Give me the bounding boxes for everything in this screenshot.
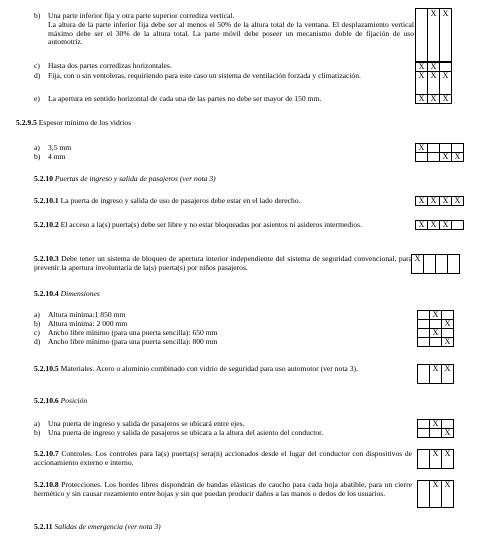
heading-52104-num: 5.2.10.4 xyxy=(34,289,59,298)
para-52105-text: Materiales. Acero o aluminio combinado con vidrio de seguridad para uso automotor (ver nota 3). xyxy=(60,364,358,373)
pos-letter: a) xyxy=(34,419,40,428)
heading-5210-text: Puertas de ingreso y salida de pasajeros (ver nota 3) xyxy=(54,174,216,183)
mark-c-2: X xyxy=(427,62,440,72)
check-row-d xyxy=(416,71,452,95)
para-52107 xyxy=(34,450,412,467)
mark-1-3: X xyxy=(439,196,452,206)
item-b-subtext: La altura de la parte inferior fija debe ser al menos el 50% de la altura total de la ventana. El desplazamiento vertical máximo debe ser el 30% de la altura total. La parte móvil debe poseer un mecanismo doble de fijación de uso automotriz. xyxy=(48,20,414,47)
mark-3-1: X xyxy=(411,254,424,274)
para-52108 xyxy=(34,481,412,498)
pos-item-text: Una puerta de ingreso y salida de pasajeros se ubicará entre ejes. xyxy=(48,419,245,428)
cell-2-4 xyxy=(451,220,464,230)
mark-d-1: X xyxy=(415,71,428,95)
mark-7-3: X xyxy=(441,449,454,469)
mark-7-2: X xyxy=(429,449,442,469)
para-52103-num: 5.2.10.3 xyxy=(34,254,59,263)
cell-3-4 xyxy=(447,254,460,274)
heading-52106-num: 5.2.10.6 xyxy=(34,396,59,405)
dims-letter: a) xyxy=(34,310,40,319)
mark-ga-1: X xyxy=(415,143,428,153)
para-52107-num: 5.2.10.7 xyxy=(34,449,59,458)
check-row-52102 xyxy=(416,220,464,230)
pos-mark: X xyxy=(441,428,454,438)
item-c-letter: c) xyxy=(34,61,40,70)
pos-mark: X xyxy=(429,419,442,429)
dims-check-row xyxy=(418,337,454,347)
check-row-52101 xyxy=(416,196,464,206)
mark-2-2: X xyxy=(427,220,440,230)
check-row-52103 xyxy=(412,254,460,274)
dims-mark: X xyxy=(441,337,454,347)
para-52103-text: Debe tener un sistema de bloqueo de apertura interior independiente del sistema de seguridad convencional, para prevenir la apertura involuntaria de la(s) puerta(s) por niños pasajeros. xyxy=(34,254,412,272)
mark-b-3: X xyxy=(442,9,449,18)
glass-b-text: 4 mm xyxy=(48,152,66,161)
mark-5-2: X xyxy=(429,364,442,384)
heading-52106-text: Posición xyxy=(60,396,88,405)
dims-mark: X xyxy=(441,319,454,329)
dims-letter: d) xyxy=(34,337,41,346)
para-52102-num: 5.2.10.2 xyxy=(34,220,59,229)
item-b-letter: b) xyxy=(34,11,41,20)
mark-1-2: X xyxy=(427,196,440,206)
dims-item-text: Ancho libre mínimo (para una puerta sencilla): 800 mm xyxy=(48,337,218,346)
para-52108-text: Protecciones. Los bordes libres dispondrán de bandas elásticas de caucho para cada hoja abatible, para un cierre hermético y sin causar rozamiento entre hojas y sin que puedan producir daños a las manos o dedos de los usuarios. xyxy=(34,480,412,498)
para-52102-text: El acceso a la(s) puerta(s) debe ser libre y no estar bloqueadas por asientos ni asideros intermedios. xyxy=(60,220,362,229)
pos-letter: b) xyxy=(34,428,41,437)
dims-letter: c) xyxy=(34,328,40,337)
heading-5210 xyxy=(34,175,216,184)
check-row-52107 xyxy=(418,449,454,469)
heading-5295 xyxy=(16,119,131,128)
heading-52104-text: Dimensiones xyxy=(60,289,100,298)
check-row-52108 xyxy=(418,480,454,508)
dims-mark: X xyxy=(429,310,442,320)
heading-5211-num: 5.2.11 xyxy=(34,522,53,531)
check-row-glass-b xyxy=(416,152,464,162)
mark-1-1: X xyxy=(415,196,428,206)
mark-1-4: X xyxy=(451,196,464,206)
para-52102 xyxy=(34,221,412,230)
glass-a-text: 3,5 mm xyxy=(48,143,72,152)
glass-a-letter: a) xyxy=(34,143,40,152)
heading-5295-num: 5.2.9.5 xyxy=(16,118,37,127)
mark-gb-4: X xyxy=(451,152,464,162)
dims-item-text: Altura mínima:1 850 mm xyxy=(48,310,126,319)
dims-item-text: Altura mínima: 2 000 mm xyxy=(48,319,128,328)
heading-5210-num: 5.2.10 xyxy=(34,174,53,183)
mark-e-3: X xyxy=(439,94,452,104)
heading-5211 xyxy=(34,523,161,532)
para-52101-num: 5.2.10.1 xyxy=(34,196,59,205)
para-52105 xyxy=(34,365,412,374)
heading-5295-text: Espesor mínimo de los vidrios xyxy=(38,118,132,127)
para-52103 xyxy=(34,255,412,272)
item-e-text: La apertura en sentido horizontal de cada una de las partes no debe ser mayor de 150 mm. xyxy=(48,94,322,103)
mark-e-1: X xyxy=(415,94,428,104)
item-e-letter: e) xyxy=(34,94,40,103)
para-52108-num: 5.2.10.8 xyxy=(34,480,59,489)
mark-b-2: X xyxy=(430,9,437,18)
heading-5211-text: Salidas de emergencia (ver nota 3) xyxy=(54,522,161,531)
para-52107-text: Controles. Los controles para la(s) puerta(s) sera(n) accionados desde el lugar del conductor con dispositivos de accionamiento externo e interno. xyxy=(34,449,412,467)
check-col-3 xyxy=(439,8,452,62)
para-52105-num: 5.2.10.5 xyxy=(34,364,59,373)
check-row-e xyxy=(416,94,452,104)
item-d-letter: d) xyxy=(34,71,41,80)
para-52101 xyxy=(34,197,408,206)
mark-c-1: X xyxy=(415,62,428,72)
mark-8-2: X xyxy=(429,480,442,508)
heading-52106 xyxy=(34,397,87,406)
mark-d-3: X xyxy=(439,71,452,95)
item-b-text: Una parte inferior fija y otra parte superior corrediza vertical. xyxy=(48,11,235,20)
mark-5-3: X xyxy=(441,364,454,384)
item-c-text: Hasta dos partes corredizas horizontales. xyxy=(48,61,172,70)
mark-d-2: X xyxy=(427,71,440,95)
item-d-text: Fija, con o sin ventoleras, requiriendo para este caso un sistema de ventilación forzada y climatización. xyxy=(48,71,361,80)
dims-letter: b) xyxy=(34,319,41,328)
mark-e-2: X xyxy=(427,94,440,104)
check-row-52105 xyxy=(418,364,454,384)
dims-item-text: Ancho libre mínimo (para una puerta sencilla): 650 mm xyxy=(48,328,218,337)
heading-52104 xyxy=(34,290,100,299)
pos-item-text: Una puerta de ingreso y salida de pasajeros se ubicara a la altura del asiento del conductor. xyxy=(48,428,324,437)
glass-b-letter: b) xyxy=(34,152,41,161)
mark-2-1: X xyxy=(415,220,428,230)
para-52101-text: La puerta de ingreso y salida de uso de pasajeros debe estar en el lado derecho. xyxy=(60,196,301,205)
mark-8-3: X xyxy=(441,480,454,508)
mark-gb-3: X xyxy=(439,152,452,162)
pos-check-row xyxy=(418,428,454,438)
mark-2-3: X xyxy=(439,220,452,230)
dims-mark: X xyxy=(429,328,442,338)
